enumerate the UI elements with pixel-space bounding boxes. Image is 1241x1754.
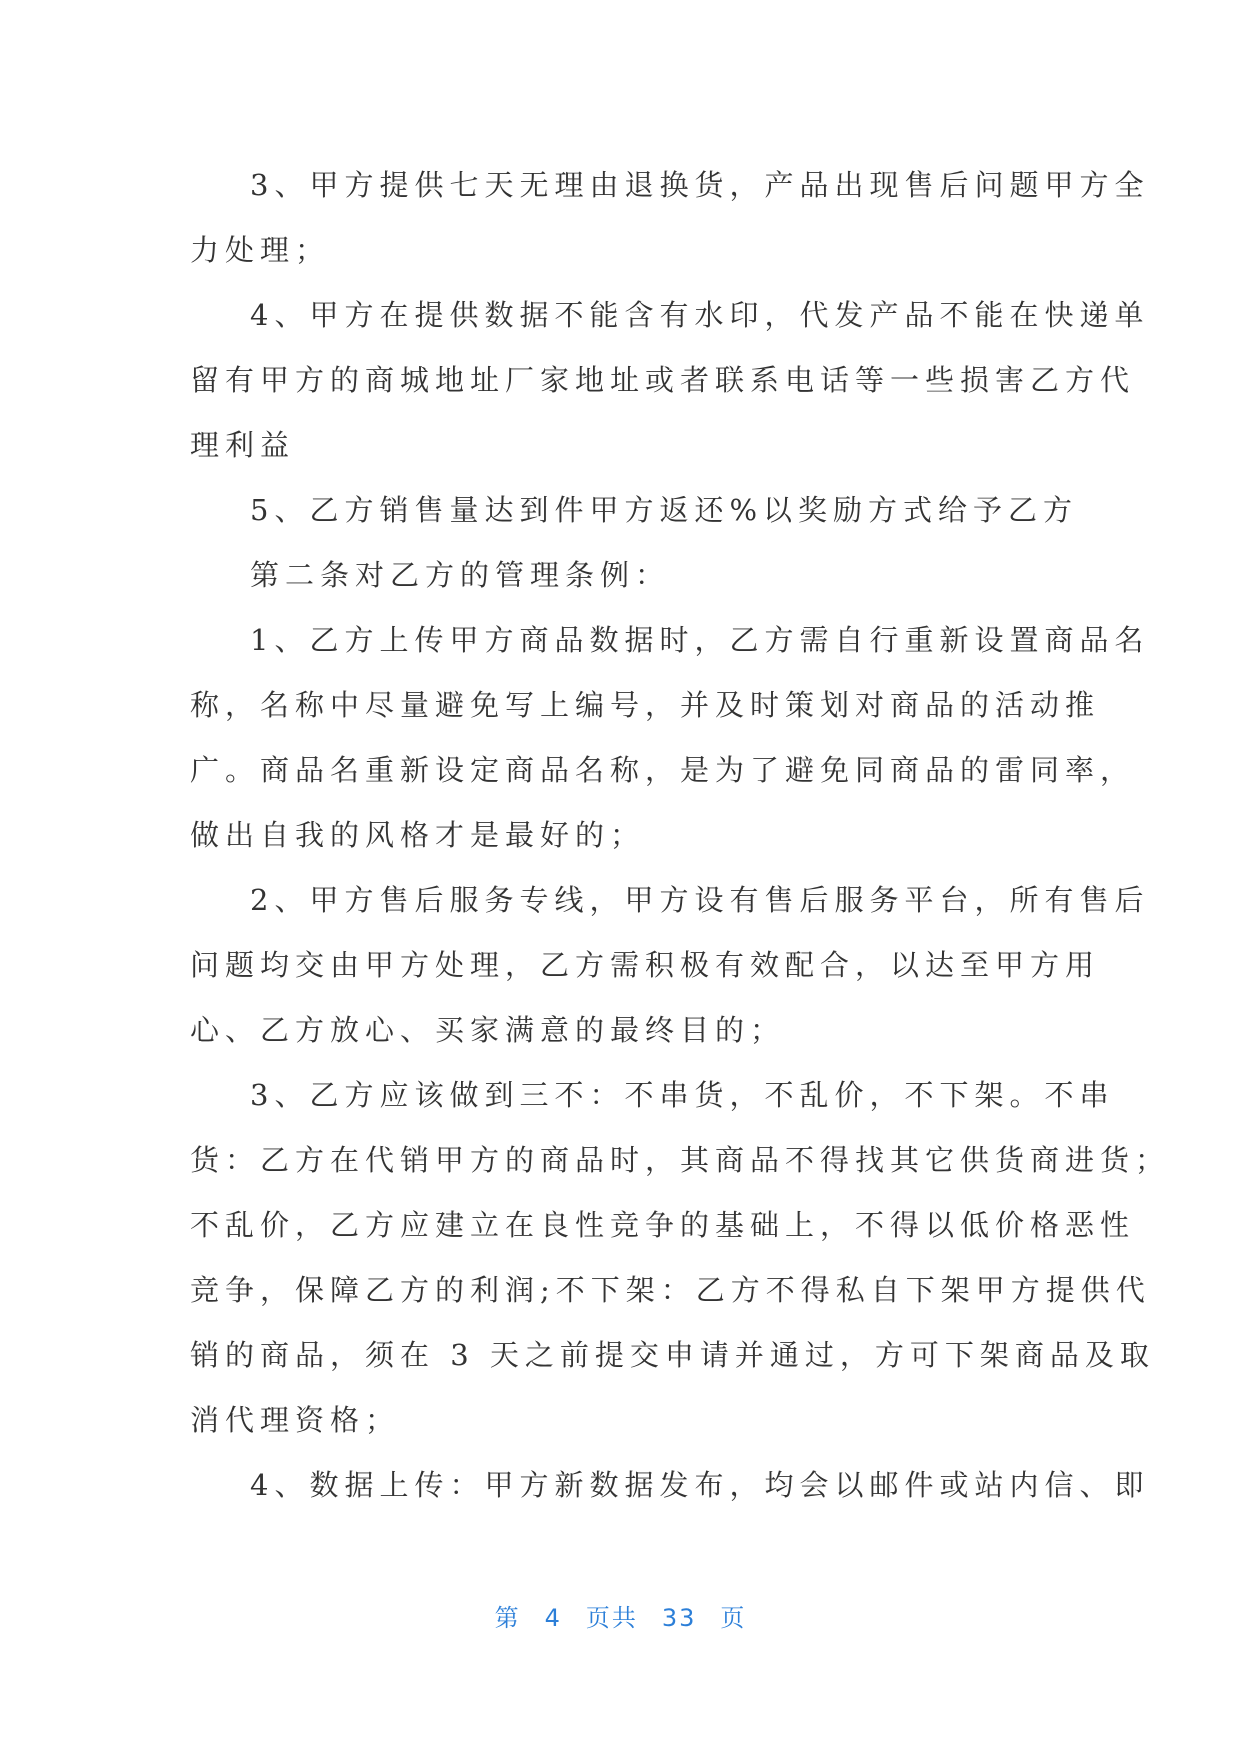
document-body — [190, 153, 1171, 1518]
footer-middle: 页共 — [585, 1604, 638, 1632]
footer-suffix: 页 — [720, 1604, 747, 1632]
text-line: 称，名称中尽量避免写上编号，并及时策划对商品的活动推 — [190, 688, 1101, 722]
text-line: 竞争，保障乙方的利润;不下架：乙方不得私自下架甲方提供代 — [190, 1273, 1151, 1307]
section-heading: 第二条对乙方的管理条例： — [250, 558, 671, 592]
footer-prefix: 第 — [494, 1604, 521, 1632]
total-pages-number: 33 — [661, 1604, 697, 1632]
text-line: 货：乙方在代销甲方的商品时，其商品不得找其它供货商进货； — [190, 1143, 1171, 1177]
text-line: 5、乙方销售量达到件甲方返还%以奖励方式给予乙方 — [250, 493, 1079, 527]
text-line: 心、乙方放心、买家满意的最终目的； — [190, 1013, 786, 1047]
text-line: 广。商品名重新设定商品名称，是为了避免同商品的雷同率， — [190, 753, 1136, 787]
text-line: 3、乙方应该做到三不：不串货，不乱价，不下架。不串 — [250, 1078, 1115, 1112]
text-line: 销的商品，须在 3 天之前提交申请并通过，方可下架商品及取 — [190, 1338, 1155, 1372]
text-line: 问题均交由甲方处理，乙方需积极有效配合，以达至甲方用 — [190, 948, 1101, 982]
text-line: 4、甲方在提供数据不能含有水印，代发产品不能在快递单 — [250, 298, 1150, 332]
text-line: 做出自我的风格才是最好的； — [190, 818, 646, 852]
current-page-number: 4 — [544, 1604, 562, 1632]
text-line: 4、数据上传：甲方新数据发布，均会以邮件或站内信、即 — [250, 1468, 1150, 1502]
text-line: 消代理资格； — [190, 1403, 401, 1437]
text-line: 力处理； — [190, 233, 331, 267]
text-line: 1、乙方上传甲方商品数据时，乙方需自行重新设置商品名 — [250, 623, 1150, 657]
text-line: 理利益 — [190, 428, 296, 462]
text-line: 不乱价，乙方应建立在良性竞争的基础上，不得以低价格恶性 — [190, 1208, 1136, 1242]
text-line: 3、甲方提供七天无理由退换货，产品出现售后问题甲方全 — [250, 168, 1150, 202]
page-footer — [0, 1598, 1241, 1633]
text-line: 2、甲方售后服务专线，甲方设有售后服务平台，所有售后 — [250, 883, 1150, 917]
text-line: 留有甲方的商城地址厂家地址或者联系电话等一些损害乙方代 — [190, 363, 1136, 397]
